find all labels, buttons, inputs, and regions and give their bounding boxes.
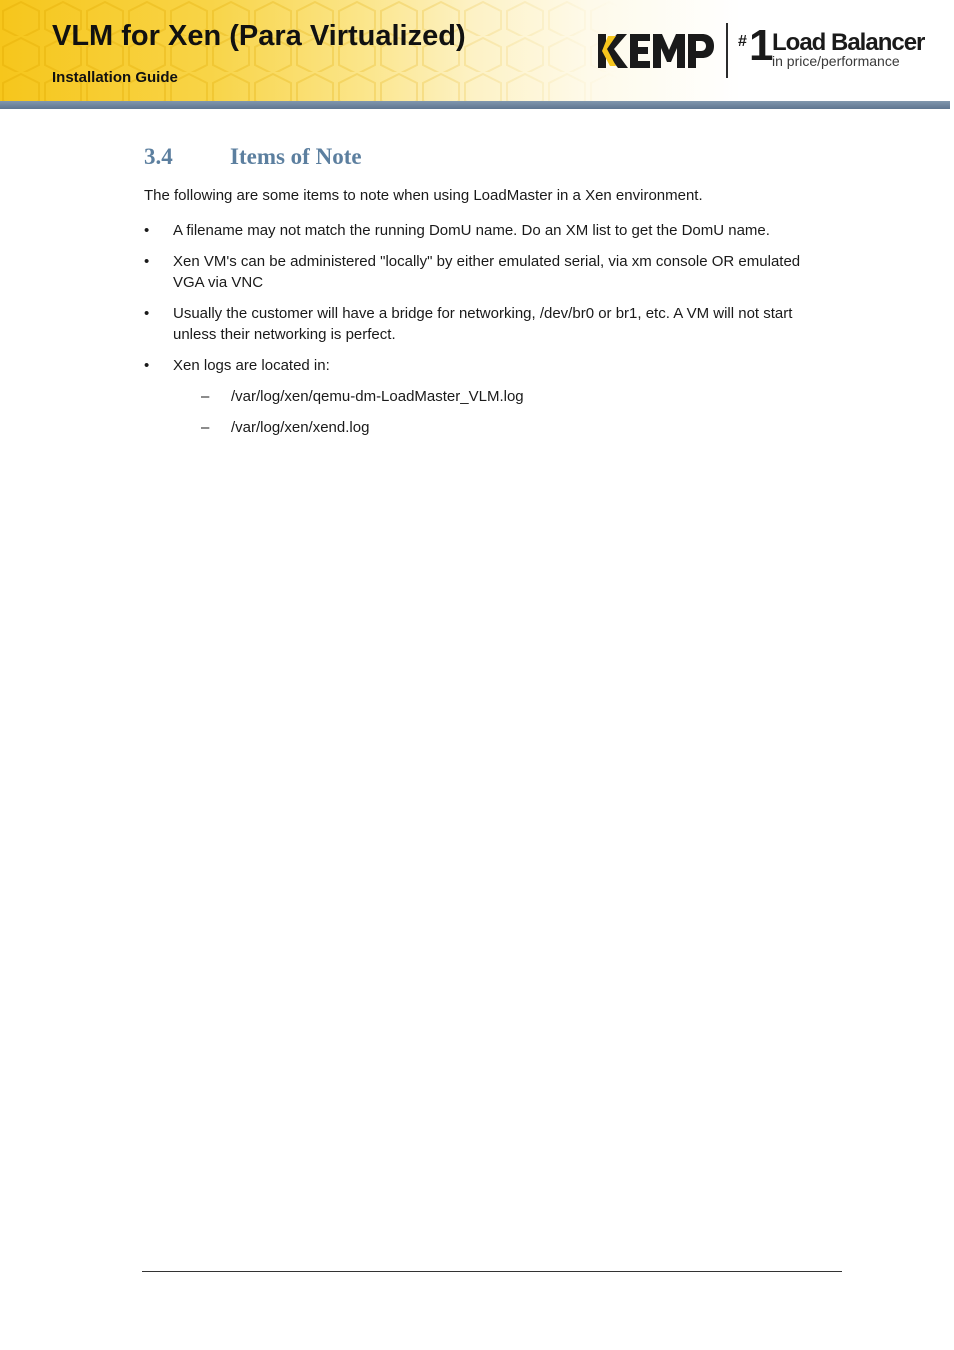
- section-title: Items of Note: [230, 144, 362, 169]
- log-path: /var/log/xen/xend.log: [231, 419, 370, 436]
- list-item-text: A filename may not match the running DomU name. Do an XM list to get the DomU name.: [173, 222, 770, 239]
- document-title: VLM for Xen (Para Virtualized): [52, 20, 466, 52]
- list-item-text: Xen logs are located in:: [173, 357, 330, 374]
- dash-marker: –: [201, 388, 210, 405]
- log-paths-list: [173, 386, 834, 438]
- header-accent-bar: [0, 101, 950, 109]
- bullet-marker: •: [144, 222, 150, 239]
- intro-paragraph: The following are some items to note when using LoadMaster in a Xen environment.: [144, 187, 703, 204]
- bullet-marker: •: [144, 357, 150, 374]
- kemp-logo: [596, 30, 716, 72]
- sub-list-item: [173, 417, 834, 438]
- log-path: /var/log/xen/qemu-dm-LoadMaster_VLM.log: [231, 388, 524, 405]
- list-item: [144, 355, 834, 438]
- bullet-marker: •: [144, 305, 150, 322]
- section-heading: [144, 144, 362, 170]
- page-header: [0, 0, 950, 101]
- notes-list: [144, 220, 834, 448]
- list-item-text: Xen VM's can be administered "locally" by either emulated serial, via xm console OR emulated VGA via VNC: [173, 253, 801, 291]
- list-item: [144, 220, 834, 241]
- list-item-text: Usually the customer will have a bridge for networking, /dev/br0 or br1, etc. A VM will not start unless their networking is perfect.: [173, 305, 793, 343]
- tagline-hash: #: [738, 33, 747, 50]
- tagline-number: 1: [749, 21, 772, 70]
- document-subtitle: Installation Guide: [52, 69, 178, 86]
- tagline-sub: in price/performance: [772, 53, 900, 69]
- bullet-marker: •: [144, 253, 150, 270]
- footer-rule: [142, 1271, 842, 1272]
- tagline-logo: [738, 21, 938, 74]
- section-number: 3.4: [144, 144, 173, 169]
- logo-divider: [726, 23, 728, 78]
- list-item: [144, 303, 834, 345]
- tagline-main: Load Balancer: [772, 29, 925, 56]
- sub-list-item: [173, 386, 834, 407]
- dash-marker: –: [201, 419, 210, 436]
- list-item: [144, 251, 834, 293]
